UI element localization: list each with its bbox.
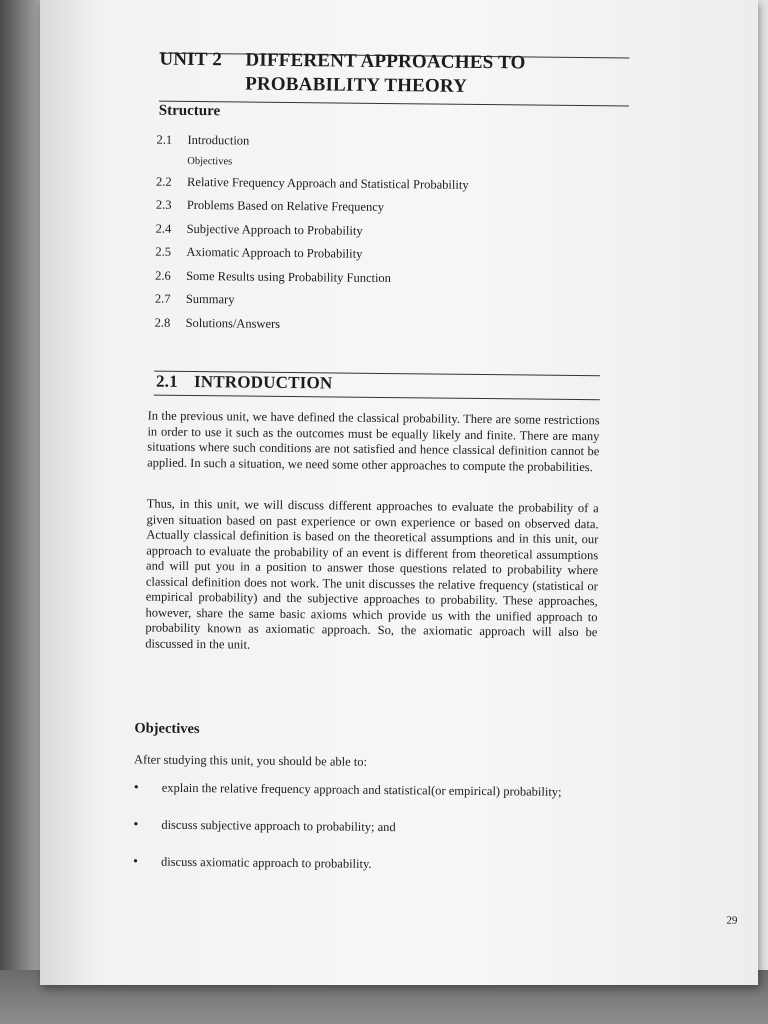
objective-text: discuss axiomatic approach to probability. [160,854,372,871]
toc-item-number: 2.3 [155,197,172,213]
bullet-icon: • [133,817,139,833]
bullet-icon: • [132,854,138,870]
toc-item [155,217,468,244]
objectives-list [133,780,574,896]
introduction-heading [156,372,333,394]
document-page [40,0,758,985]
toc-item-number: 2.4 [155,221,172,236]
toc-item-label: Objectives [187,155,233,168]
title-bottom-rule [159,101,629,107]
toc-item [156,170,469,197]
toc-item-number: 2.5 [155,244,172,260]
objective-item [133,817,573,837]
structure-heading: Structure [158,102,221,120]
unit-number: UNIT 2 [159,48,223,71]
toc-item-label: Introduction [187,133,250,148]
bullet-icon: • [133,780,139,796]
introduction-paragraph-2: Thus, in this unit, we will discuss different approaches to evaluate the probability of a given situation based on past experience or own experience or based on observed data. Actually classical definition is based on the theoretical assumptions and in this unit, our approach to evaluate the probability of an event is different from theoretical assumptions and will put you in a position to answer those questions related to probability where classical definition does not work. The unit discusses the relative frequency (statistical or empirical probability) and the subjective approaches to probability. These approaches, however, share the same basic axioms which provide us with the unified approach to probability known as axiomatic approach. So, the axiomatic approach will also be discussed in the unit. [145,496,599,652]
objective-item [134,780,574,800]
page-number: 29 [726,914,738,927]
toc-item [156,129,469,156]
unit-title-line1: DIFFERENT APPROACHES TO [245,49,526,74]
toc-item-number: 2.6 [155,268,171,283]
section-bottom-rule [154,395,600,401]
toc-item-label: Subjective Approach to Probability [186,221,363,238]
toc-item [155,288,468,315]
toc-item-number: 2.7 [154,291,171,307]
objectives-heading: Objectives [134,720,200,738]
objective-item [133,854,573,874]
unit-title-line2: PROBABILITY THEORY [245,73,468,97]
toc-item-label: Solutions/Answers [185,315,281,331]
toc-item [154,311,467,338]
toc-item-label: Axiomatic Approach to Probability [186,245,363,262]
page-content [90,0,738,991]
toc-item [155,241,468,268]
toc-item-label: Relative Frequency Approach and Statistical Probability [187,174,469,192]
toc-item [155,264,468,291]
introduction-paragraph-1: In the previous unit, we have defined the classical probability. There are some restrictions in order to use it such as the outcomes must be equally likely and finite. There are many situations where such conditions are not satisfied and hence classical definition cannot be applied. In such a situation, we need some other approaches to compute the probabilities. [147,408,600,474]
toc-item-number: 2.1 [156,132,173,148]
introduction-number: 2.1 [155,371,178,391]
objective-text: explain the relative frequency approach and statistical(or empirical) probability; [161,780,562,799]
toc-item-label: Problems Based on Relative Frequency [186,198,385,215]
unit-title [159,48,526,100]
objective-text: discuss subjective approach to probability; and [161,817,396,835]
toc-item-label: Some Results using Probability Function [186,268,392,285]
toc-item-number: 2.2 [156,174,172,189]
toc-item-number: 2.8 [154,315,171,330]
objectives-lead: After studying this unit, you should be able to: [133,752,368,769]
table-of-contents [154,129,469,338]
toc-item-label: Summary [185,292,235,307]
introduction-title: INTRODUCTION [193,372,333,393]
toc-item [156,194,469,221]
